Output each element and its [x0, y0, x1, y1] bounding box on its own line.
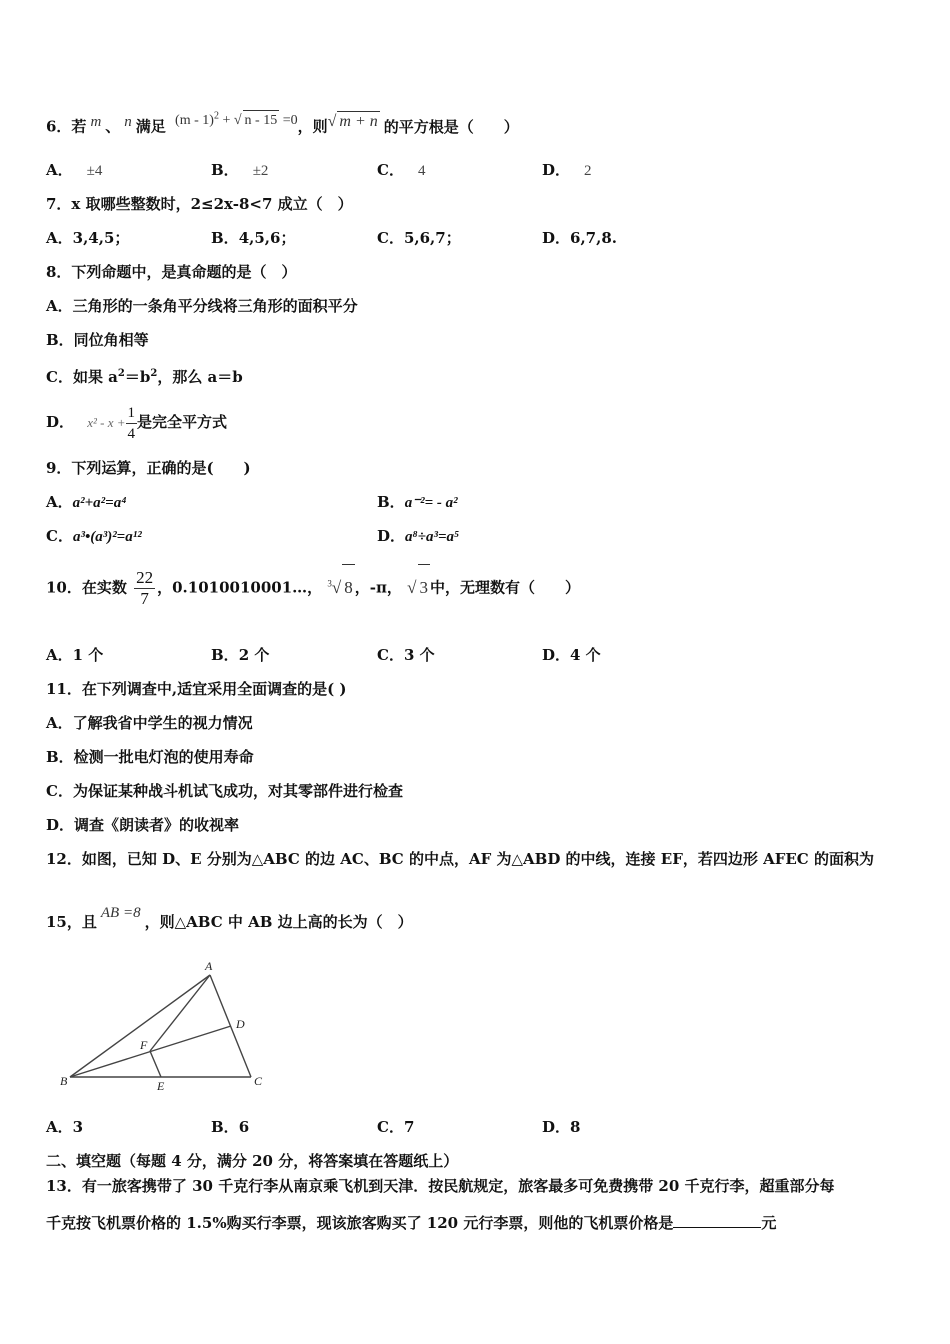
label-b: B	[60, 1074, 68, 1088]
q9-stem: 9．下列运算，正确的是( )	[46, 459, 251, 477]
q6-suffix: 的平方根是（ ）	[383, 117, 519, 136]
q8-stem: 8．下列命题中，是真命题的是（ ）	[46, 263, 297, 281]
q6-var-m: m	[90, 113, 102, 130]
q6-option-c: C． 4	[377, 161, 426, 179]
triangle-figure	[55, 955, 285, 1100]
q10-option-c: C．3 个	[377, 646, 435, 664]
q6-then: ，则	[297, 117, 328, 136]
q8-option-a: A．三角形的一条角平分线将三角形的面积平分	[46, 297, 358, 315]
label-a: A	[205, 959, 213, 973]
q10-option-a: A．1 个	[46, 646, 104, 664]
q8-option-c: C．如果 $a^2=b^2$，那么 a＝b	[46, 368, 243, 386]
label-f: F	[140, 1038, 148, 1052]
q6-mid: 满足	[135, 117, 166, 136]
q12-option-d: D．8	[542, 1118, 581, 1136]
q6-option-b: B． ±2	[211, 161, 269, 179]
q10-square-root: √ 3	[407, 578, 430, 597]
q12-stem-line2: 15，且 AB =8 ，则△ABC 中 AB 边上高的长为（ ）	[46, 905, 413, 931]
q9-option-a: A．a²+a²=a⁴	[46, 493, 127, 511]
q10-option-d: D．4 个	[542, 646, 601, 664]
q12-option-c: C．7	[377, 1118, 415, 1136]
q11-stem: 11．在下列调查中,适宜采用全面调查的是( )	[46, 680, 347, 698]
q12-option-a: A．3	[46, 1118, 84, 1136]
segment-fe	[150, 1051, 161, 1077]
q7-stem: 7．x 取哪些整数时，2≤2x-8<7 成立（ ）	[46, 195, 353, 213]
q11-option-d: D．调查《朗读者》的收视率	[46, 816, 240, 834]
q6-var-n: n	[124, 113, 132, 130]
q8-d-fraction: $\frac{1}{4}$	[127, 404, 136, 442]
q10-fraction: $\frac{22}{7}$	[136, 568, 154, 609]
q6-condition-formula: (m - 1)$^2$ + √ n - 15 =0	[175, 113, 298, 128]
q7-option-b: B．4,5,6；	[211, 229, 296, 247]
q6-option-d: D． 2	[542, 161, 592, 179]
q8-option-b: B．同位角相等	[46, 331, 149, 349]
q7-option-a: A．3,4,5；	[46, 229, 130, 247]
q12-stem-line1: 12．如图，已知 D、E 分别为△ABC 的边 AC、BC 的中点，AF 为△ABD 的中线，连接 EF，若四边形 AFEC 的面积为	[46, 850, 874, 868]
section-2-title: 二、填空题（每题 4 分，满分 20 分，将答案填在答题纸上）	[46, 1152, 459, 1170]
q11-option-b: B．检测一批电灯泡的使用寿命	[46, 748, 254, 766]
q8-option-d: D． x² - x + $\frac{1}{4}$ 是完全平方式	[46, 404, 228, 442]
q11-option-c: C．为保证某种战斗机试飞成功，对其零部件进行检查	[46, 782, 403, 800]
label-c: C	[254, 1074, 263, 1088]
q6-sqrt-expr: √ m + n	[327, 112, 378, 130]
q10-cube-root: $^3$√ 8	[327, 578, 354, 597]
q6-sep: 、	[105, 117, 121, 136]
q10-option-b: B．2 个	[211, 646, 270, 664]
q12-option-b: B．6	[211, 1118, 250, 1136]
q6-prefix: 6．若	[46, 117, 87, 136]
q9-option-b: B．a⁻²= - a²	[377, 493, 458, 511]
side-ba	[70, 975, 210, 1077]
q6-stem	[46, 110, 519, 139]
q6-option-a: A． ±4	[46, 161, 103, 179]
q13-answer-blank[interactable]	[673, 1213, 761, 1228]
label-e: E	[157, 1079, 165, 1093]
q13-stem-line2: 千克按飞机票价格的 1.5%购买行李票，现该旅客购买了 120 元行李票，则他的飞机票价格是 元	[46, 1214, 777, 1232]
q11-option-a: A．了解我省中学生的视力情况	[46, 714, 253, 732]
q9-option-d: D．a⁸÷a³=a⁵	[377, 527, 460, 545]
q10-stem: 10．在实数 $\frac{22}{7}$ ，0.1010010001…， $^3$√ 8 ，-π， √ 3 中，无理数有（ ）	[46, 560, 580, 611]
q12-formula: AB =8	[100, 905, 141, 921]
q7-option-c: C．5,6,7；	[377, 229, 461, 247]
q13-stem-line1: 13．有一旅客携带了 30 千克行李从南京乘飞机到天津．按民航规定，旅客最多可免费携带 20 千克行李，超重部分每	[46, 1177, 835, 1195]
q7-option-d: D．6,7,8.	[542, 229, 617, 247]
label-d: D	[236, 1017, 245, 1031]
q9-option-c: C．a³•(a³)²=a¹²	[46, 527, 142, 545]
q8-d-expression: x² - x +	[87, 415, 126, 430]
